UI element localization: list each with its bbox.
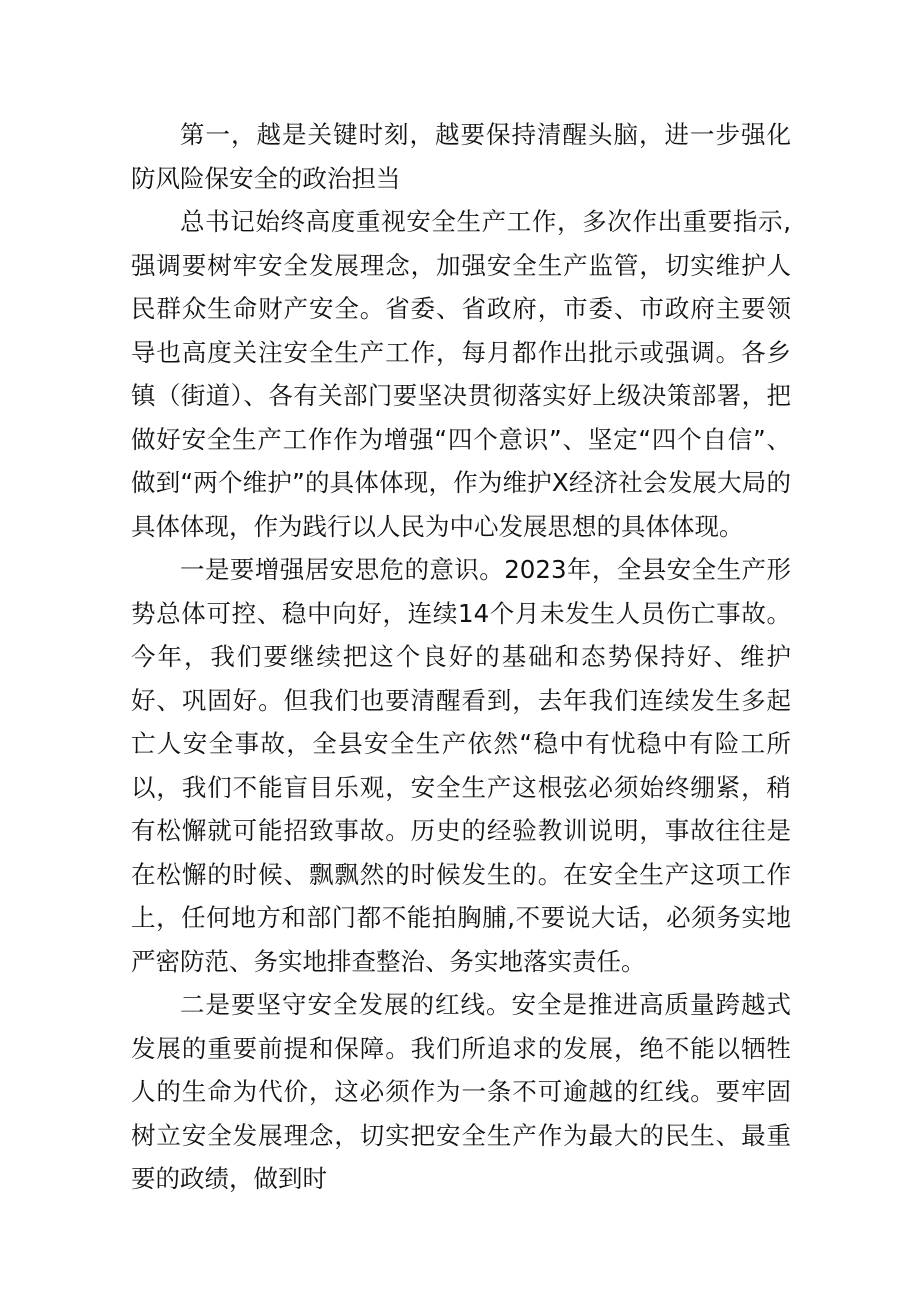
document-body bbox=[131, 113, 791, 1201]
paragraph-point-two: 二是要坚守安全发展的红线。安全是推进高质量跨越式发展的重要前提和保障。我们所追求的发展，绝不能以牺牲人的生命为代价，这必须作为一条不可逾越的红线。要牢固树立安全发展理念，切实把安全生产作为最大的民生、最重要的政绩，做到时 bbox=[131, 990, 791, 1193]
paragraph-intro: 总书记始终高度重视安全生产工作，多次作出重要指示,强调要树牢安全发展理念，加强安全生产监管，切实维护人民群众生命财产安全。省委、省政府，市委、市政府主要领导也高度关注安全生产工作，每月都作出批示或强调。各乡镇（街道）、各有关部门要坚决贯彻落实好上级决策部署，把做好安全生产工作作为增强“四个意识”、坚定“四个自信”、做到“两个维护”的具体体现，作为维护X经济社会发展大局的具体体现，作为践行以人民为中心发展思想的具体体现。 bbox=[131, 207, 791, 541]
paragraph-point-one: 一是要增强居安思危的意识。2023年，全县安全生产形势总体可控、稳中向好，连续14个月未发生人员伤亡事故。今年，我们要继续把这个良好的基础和态势保持好、维护好、巩固好。但我们也要清醒看到，去年我们连续发生多起亡人安全事故，全县安全生产依然“稳中有忧稳中有险工所以，我们不能盲目乐观，安全生产这根弦必须始终绷紧，稍有松懈就可能招致事故。历史的经验教训说明，事故往往是在松懈的时候、飘飘然的时候发生的。在安全生产这项工作上，任何地方和部门都不能拍胸脯,不要说大话，必须务实地严密防范、务实地排查整治、务实地落实责任。 bbox=[131, 555, 791, 976]
section-heading: 第一，越是关键时刻，越要保持清醒头脑，进一步强化防风险保安全的政治担当 bbox=[131, 120, 791, 193]
